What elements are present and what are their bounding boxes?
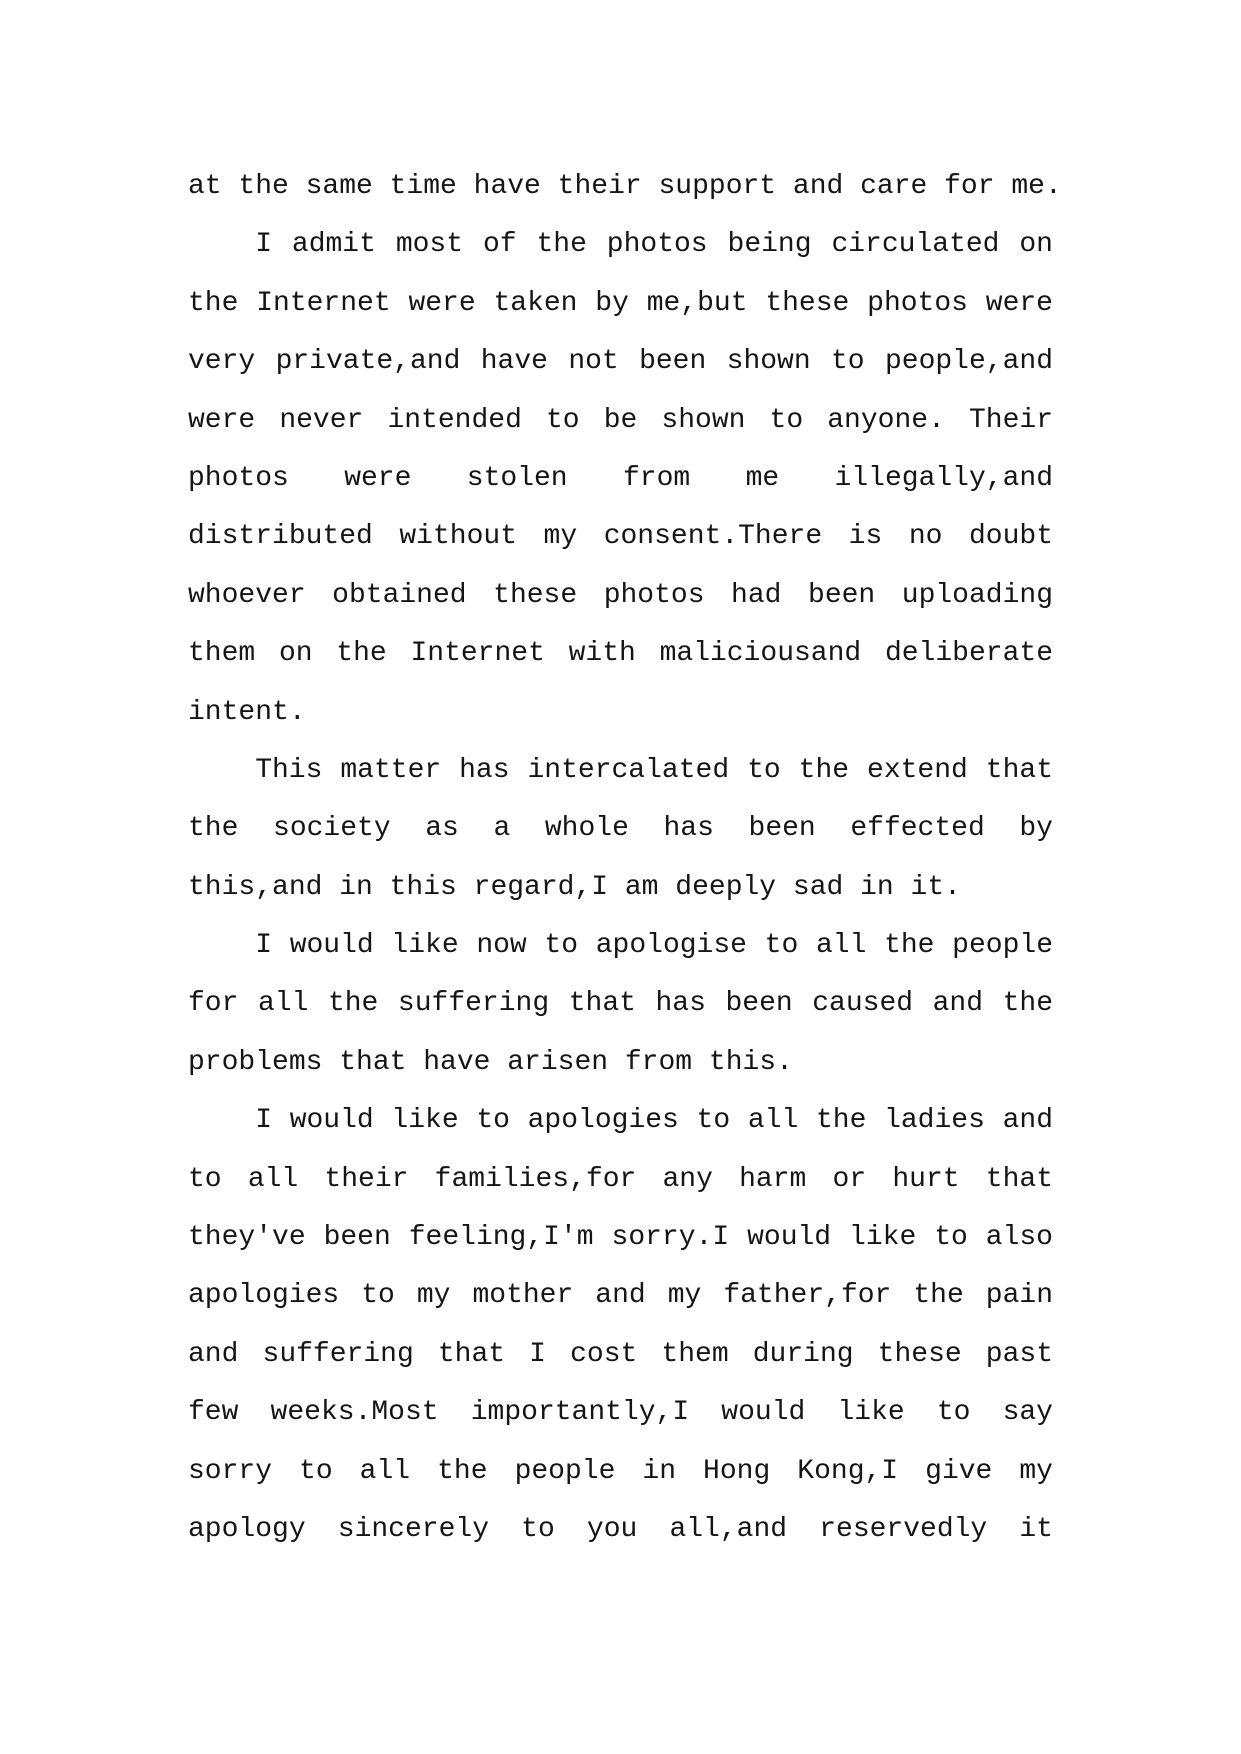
text-line: apology sincerely to you all,and reservedly it <box>188 1513 1053 1545</box>
text-line: I would like now to apologise to all the people <box>255 930 1053 962</box>
text-line: for all the suffering that has been caused and the <box>188 988 1053 1020</box>
text-line: them on the Internet with maliciousand deliberate <box>188 638 1053 670</box>
text-line: I admit most of the photos being circulated on <box>255 229 1053 261</box>
text-line: the society as a whole has been effected by <box>188 813 1053 845</box>
paragraph <box>188 742 1053 917</box>
text-line: the Internet were taken by me,but these photos were <box>188 287 1053 319</box>
paragraph <box>188 917 1053 1092</box>
text-line: to all their families,for any harm or hurt that <box>188 1163 1053 1195</box>
text-line: distributed without my consent.There is no doubt <box>188 521 1053 553</box>
text-line: sorry to all the people in Hong Kong,I give my <box>188 1455 1053 1487</box>
text-line: few weeks.Most importantly,I would like to say <box>188 1397 1053 1429</box>
text-line: problems that have arisen from this. <box>188 1046 793 1078</box>
text-line: they've been feeling,I'm sorry.I would like to also <box>188 1222 1053 1254</box>
text-line: I would like to apologies to all the ladies and <box>255 1105 1053 1137</box>
text-line: very private,and have not been shown to people,and <box>188 346 1053 378</box>
document-body <box>188 158 1062 1559</box>
text-line: this,and in this regard,I am deeply sad in it. <box>188 871 961 903</box>
paragraph <box>188 158 1062 216</box>
text-line: apologies to my mother and my father,for the pain <box>188 1280 1053 1312</box>
paragraph <box>188 216 1053 742</box>
text-line: at the same time have their support and care for me. <box>188 171 1062 202</box>
text-line: whoever obtained these photos had been uploading <box>188 579 1053 611</box>
text-line: and suffering that I cost them during these past <box>188 1338 1053 1370</box>
text-line: This matter has intercalated to the extend that <box>255 754 1053 786</box>
paragraph <box>188 1092 1053 1559</box>
text-line: were never intended to be shown to anyone. Their <box>188 404 1053 436</box>
text-line: intent. <box>188 696 306 728</box>
text-line: photos were stolen from me illegally,and <box>188 462 1053 494</box>
